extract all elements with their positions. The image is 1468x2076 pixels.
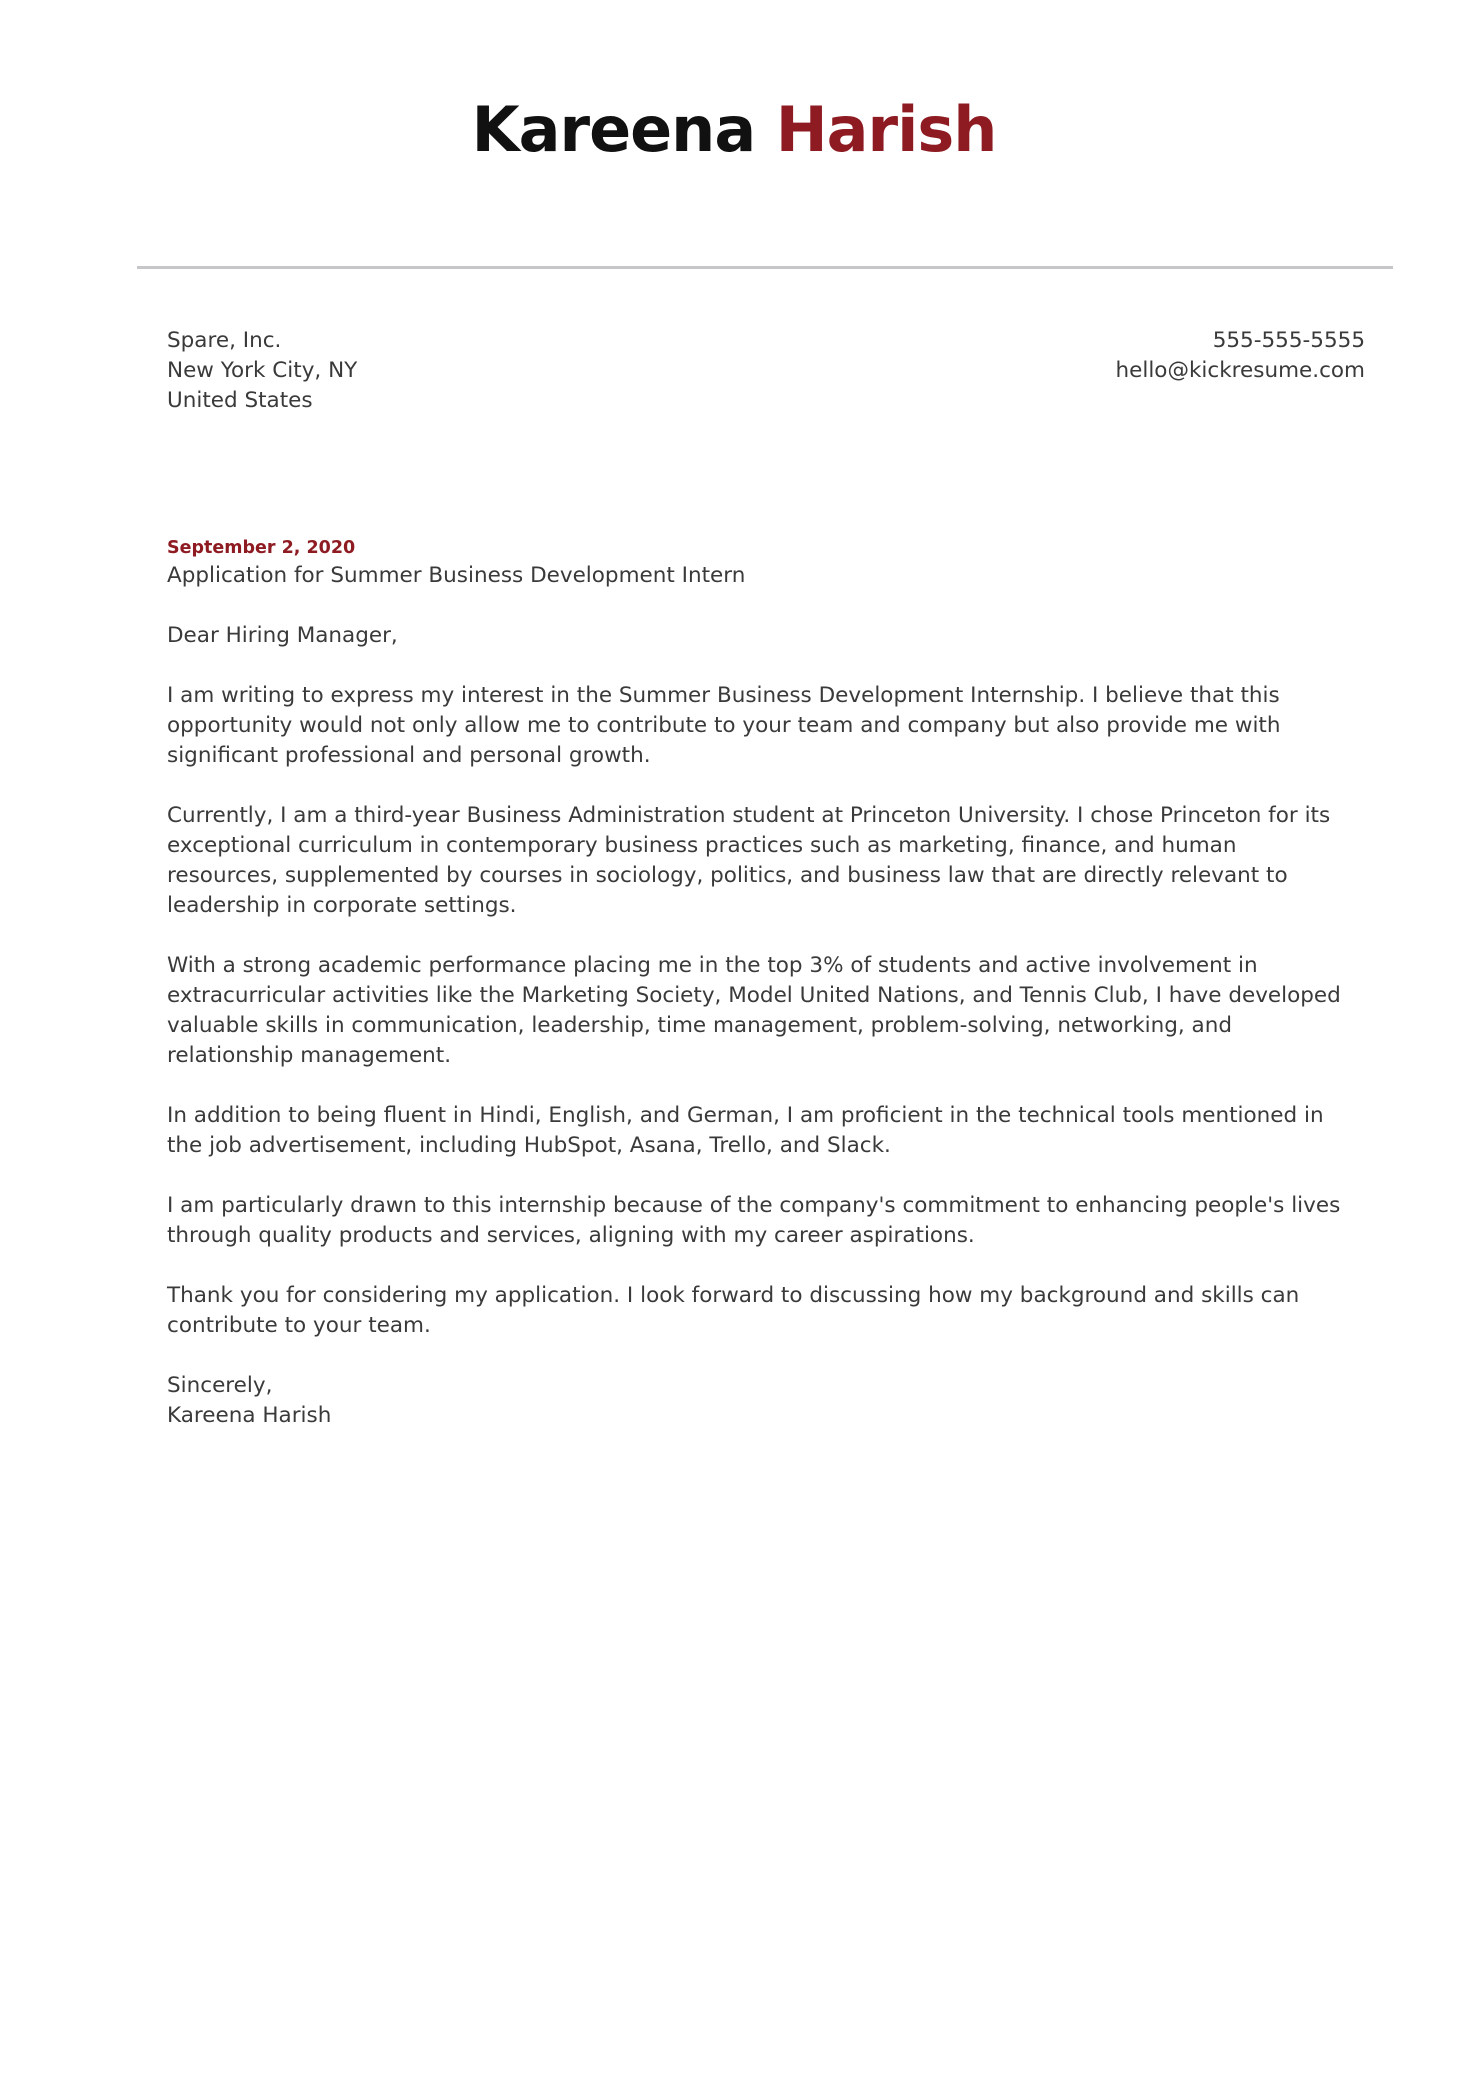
paragraph-line: In addition to being fluent in Hindi, English, and German, I am proficient in the technical tools mentioned in xyxy=(167,1103,1324,1128)
paragraph-line: valuable skills in communication, leadership, time management, problem-solving, networking, and xyxy=(167,1013,1233,1038)
letter-body xyxy=(167,535,1367,1431)
paragraph-line: the job advertisement, including HubSpot, Asana, Trello, and Slack. xyxy=(167,1133,891,1158)
sign-off xyxy=(167,1371,1367,1431)
paragraph-line: relationship management. xyxy=(167,1043,452,1068)
closing: Sincerely, xyxy=(167,1373,273,1398)
paragraph-4 xyxy=(167,1101,1367,1161)
signature: Kareena Harish xyxy=(167,1403,332,1428)
email-address: hello@kickresume.com xyxy=(1115,358,1365,383)
paragraph-6 xyxy=(167,1281,1367,1341)
paragraph-line: significant professional and personal growth. xyxy=(167,743,651,768)
applicant-name xyxy=(0,90,1468,170)
paragraph-3 xyxy=(167,951,1367,1071)
paragraph-line: opportunity would not only allow me to contribute to your team and company but also provide me with xyxy=(167,713,1281,738)
phone-number: 555-555-5555 xyxy=(1212,328,1365,353)
recipient-company: Spare, Inc. xyxy=(167,328,282,353)
recipient-country: United States xyxy=(167,388,313,413)
paragraph-2 xyxy=(167,801,1367,921)
paragraph-5 xyxy=(167,1191,1367,1251)
paragraph-line: extracurricular activities like the Marketing Society, Model United Nations, and Tennis Club, I have developed xyxy=(167,983,1341,1008)
contact-info xyxy=(1116,326,1366,386)
recipient-city: New York City, NY xyxy=(167,358,358,383)
paragraph-1 xyxy=(167,681,1367,771)
paragraph-line: resources, supplemented by courses in sociology, politics, and business law that are directly relevant to xyxy=(167,863,1288,888)
greeting: Dear Hiring Manager, xyxy=(167,623,398,648)
first-name: Kareena xyxy=(471,93,756,166)
paragraph-line: I am writing to express my interest in the Summer Business Development Internship. I believe that this xyxy=(167,683,1280,708)
letter-subject: Application for Summer Business Development Intern xyxy=(167,563,746,588)
paragraph-line: Thank you for considering my application. I look forward to discussing how my background and skills can xyxy=(167,1283,1300,1308)
last-name: Harish xyxy=(775,93,997,166)
paragraph-line: I am particularly drawn to this internship because of the company's commitment to enhancing people's lives xyxy=(167,1193,1341,1218)
paragraph-line: Currently, I am a third-year Business Administration student at Princeton University. I chose Princeton for its xyxy=(167,803,1331,828)
letter-date: September 2, 2020 xyxy=(167,538,356,558)
paragraph-line: contribute to your team. xyxy=(167,1313,431,1338)
header-divider xyxy=(137,266,1393,269)
paragraph-line: leadership in corporate settings. xyxy=(167,893,517,918)
paragraph-line: exceptional curriculum in contemporary business practices such as marketing, finance, and human xyxy=(167,833,1237,858)
paragraph-line: With a strong academic performance placing me in the top 3% of students and active involvement in xyxy=(167,953,1258,978)
recipient-address xyxy=(167,326,357,416)
paragraph-line: through quality products and services, aligning with my career aspirations. xyxy=(167,1223,975,1248)
